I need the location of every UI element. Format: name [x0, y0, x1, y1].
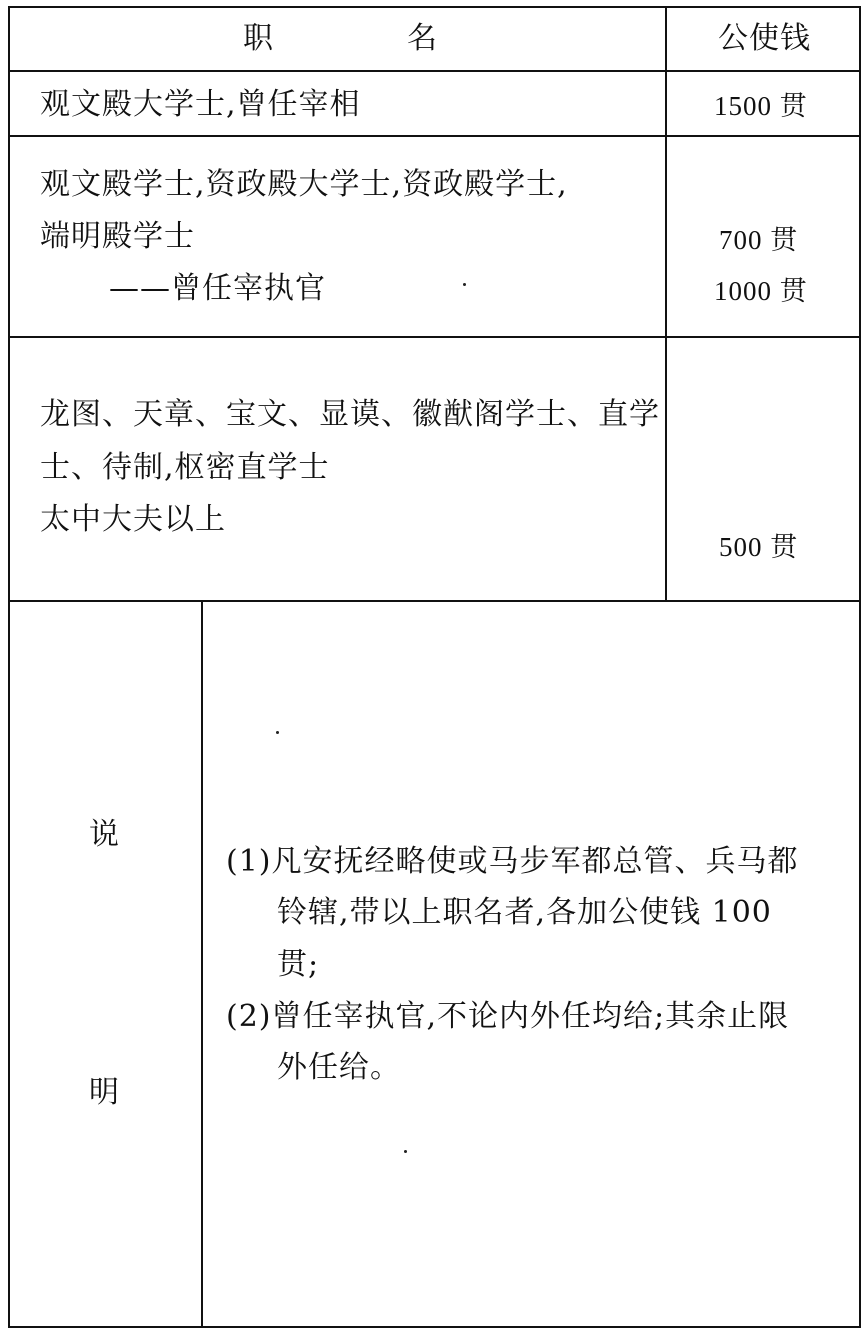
row3-divider — [8, 600, 861, 602]
header-name-char-1: 职 — [243, 21, 274, 56]
note-1-line-2: 铃辖,带以上职名者,各加公使钱 100 — [277, 895, 772, 930]
row1-amount: 1500 贯 — [714, 91, 808, 121]
header-name-char-2: 名 — [407, 21, 438, 56]
row3-title-line-3: 太中大夫以上 — [40, 502, 226, 537]
note-2-line-1: (2)曾任宰执官,不论内外任均给;其余止限 — [226, 999, 790, 1034]
notes-label-char-1: 说 — [89, 817, 120, 852]
row2-title-line-2: 端明殿学士 — [40, 219, 195, 254]
scan-speck — [404, 1150, 407, 1153]
row2-amount-1: 700 贯 — [719, 225, 799, 255]
row2-title-line-1: 观文殿学士,资政殿大学士,资政殿学士, — [40, 167, 568, 202]
note-1-line-1: (1)凡安抚经略使或马步军都总管、兵马都 — [226, 844, 799, 879]
row2-title-line-3: ——曾任宰执官 — [109, 271, 326, 306]
allowance-table — [8, 6, 861, 1328]
notes-label-char-2: 明 — [89, 1075, 120, 1110]
row3-amount: 500 贯 — [719, 532, 799, 562]
row3-title-line-2: 士、待制,枢密直学士 — [40, 450, 330, 485]
row1-divider — [8, 135, 861, 137]
row1-title: 观文殿大学士,曾任宰相 — [40, 87, 361, 122]
scan-speck — [463, 283, 466, 286]
row2-divider — [8, 336, 861, 338]
note-1-line-3: 贯; — [277, 947, 320, 982]
row3-title-line-1: 龙图、天章、宝文、显谟、徽猷阁学士、直学 — [40, 397, 660, 432]
row2-amount-2: 1000 贯 — [714, 276, 808, 306]
header-divider — [8, 70, 861, 72]
note-2-line-2: 外任给。 — [277, 1050, 401, 1085]
scan-speck — [276, 731, 279, 734]
header-allowance: 公使钱 — [718, 21, 811, 56]
notes-column-divider — [201, 600, 203, 1328]
column-divider — [665, 6, 667, 602]
